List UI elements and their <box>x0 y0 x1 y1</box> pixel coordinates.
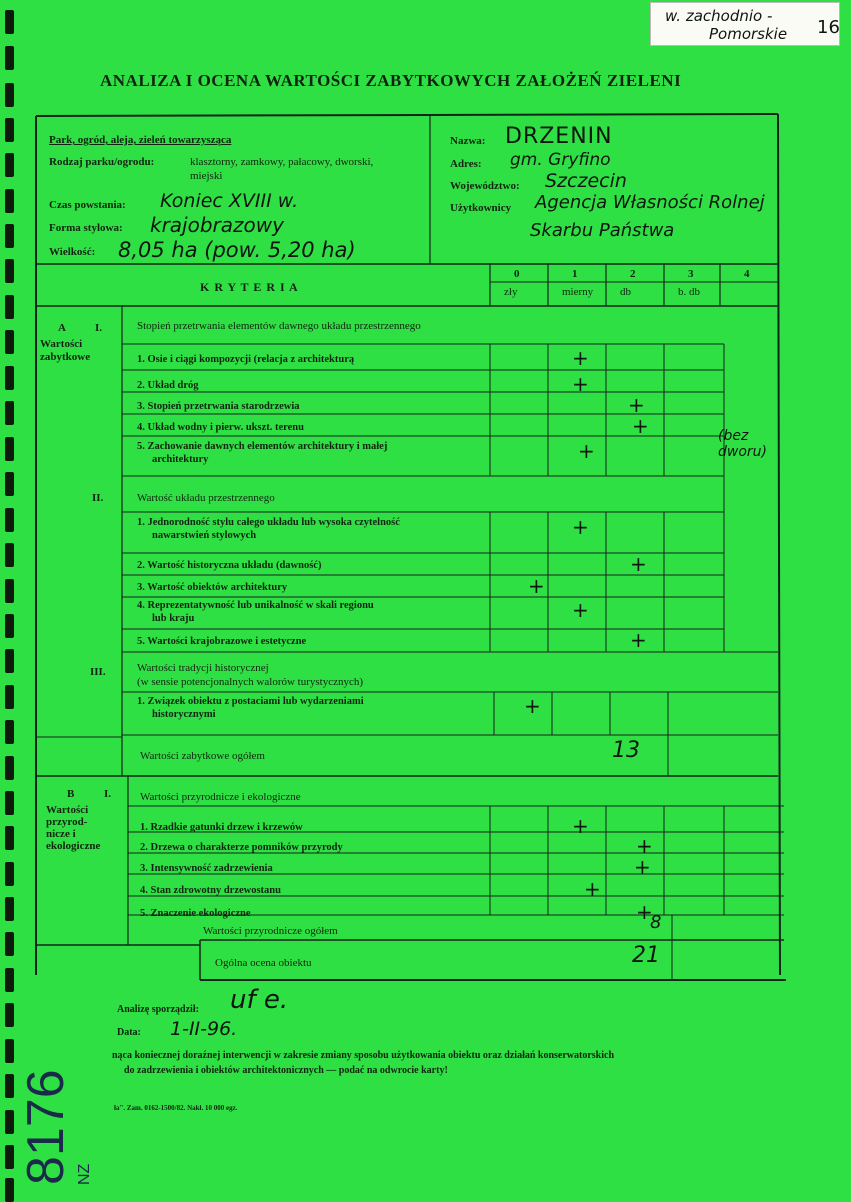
criterion-b-label: 1. Rzadkie gatunki drzew i krzewów <box>140 822 303 833</box>
binder-hole <box>5 1110 14 1134</box>
criterion-b-label: 3. Intensywność zadrzewienia <box>140 863 273 874</box>
footer-note-line-1: nąca koniecznej doraźnej interwencji w zakresie zmiany sposobu użytkowania obiektu oraz działań konserwatorskich <box>112 1050 615 1061</box>
binder-hole <box>5 897 14 921</box>
criterion-label: 4. Układ wodny i pierw. ukszt. terenu <box>137 422 304 433</box>
overall-value: 21 <box>632 943 660 968</box>
criterion-label: 1. Związek obiektu z postaciami lub wydarzeniami <box>137 696 364 707</box>
criterion-label: 1. Osie i ciągi kompozycji (relacja z architekturą <box>137 354 355 365</box>
criterion-label: 3. Wartość obiektów architektury <box>137 582 288 593</box>
binder-hole <box>5 437 14 461</box>
type-options-2: miejski <box>190 170 223 182</box>
voivodeship-value: Szczecin <box>545 170 627 192</box>
users-value-2: Skarbu Państwa <box>530 220 675 241</box>
note-line-1: (bez <box>718 428 749 444</box>
date-value: 1-II-96. <box>170 1018 238 1040</box>
rating-mark: + <box>636 900 653 924</box>
binder-hole <box>5 1074 14 1098</box>
rating-mark: + <box>572 372 589 396</box>
binder-hole <box>5 295 14 319</box>
time-label: Czas powstania: <box>49 199 126 211</box>
criterion-b-label: 5. Znaczenie ekologiczne <box>140 908 251 919</box>
print-info: ła". Zam. 0162-1500/82. Nakł. 10 000 egz. <box>114 1104 238 1112</box>
binder-hole <box>5 968 14 992</box>
address-value: gm. Gryfino <box>510 150 611 170</box>
section-b-name: Wartości przyrod- nicze i ekologiczne <box>46 804 101 852</box>
binder-hole <box>5 366 14 390</box>
rating-mark: + <box>572 346 589 370</box>
scale-label: zły <box>504 286 518 298</box>
scale-number: 4 <box>744 268 750 280</box>
rating-mark: + <box>572 814 589 838</box>
footer-note-line-2: do zadrzewienia i obiektów architektonicznych — podać na odwrocie karty! <box>124 1065 448 1076</box>
binder-hole <box>5 756 14 780</box>
binder-hole <box>5 862 14 886</box>
rating-mark: + <box>632 414 649 438</box>
group-3-roman: III. <box>90 666 106 678</box>
park-label: Park, ogród, aleja, zieleń towarzysząca <box>49 134 232 146</box>
section-a-roman: I. <box>95 322 103 334</box>
group-1-title: Stopień przetrwania elementów dawnego układu przestrzennego <box>137 320 421 332</box>
document-title: ANALIZA I OCENA WARTOŚCI ZABYTKOWYCH ZAŁOŻEŃ ZIELENI <box>100 71 682 90</box>
style-label: Forma stylowa: <box>49 222 123 234</box>
scale-label: b. db <box>678 286 700 298</box>
group-2-roman: II. <box>92 492 104 504</box>
binder-hole <box>5 10 14 34</box>
binder-hole <box>5 401 14 425</box>
stamp-line-2: Pomorskie <box>709 25 788 43</box>
type-label: Rodzaj parku/ogrodu: <box>49 156 155 168</box>
section-a-name: Wartości zabytkowe <box>40 338 91 363</box>
region-stamp <box>650 2 840 46</box>
criterion-b-label: 4. Stan zdrowotny drzewostanu <box>140 885 281 896</box>
binder-hole <box>5 83 14 107</box>
section-b-code: B <box>67 788 75 800</box>
total-a-value: 13 <box>612 738 640 763</box>
scale-number: 2 <box>630 268 636 280</box>
rating-mark: + <box>630 628 647 652</box>
users-value: Agencja Własności Rolnej <box>535 192 765 213</box>
grid-line <box>36 114 778 116</box>
group-3-title-2: (w sensie potencjonalnych walorów turystycznych) <box>137 676 364 688</box>
scale-number: 1 <box>572 268 578 280</box>
binder-hole <box>5 46 14 70</box>
binder-hole <box>5 826 14 850</box>
date-label: Data: <box>117 1027 141 1038</box>
stamp-line-1: w. zachodnio - <box>665 7 773 25</box>
criterion-label: 2. Układ dróg <box>137 380 199 391</box>
stamp-number: 16 <box>817 17 840 38</box>
binder-hole <box>5 153 14 177</box>
rating-mark: + <box>572 515 589 539</box>
side-inventory-number <box>16 1069 93 1185</box>
total-b-value: 8 <box>650 912 662 933</box>
rating-mark: + <box>628 393 645 417</box>
scale-number: 0 <box>514 268 520 280</box>
type-options: klasztorny, zamkowy, pałacowy, dworski, <box>190 156 374 168</box>
time-value: Koniec XVIII w. <box>160 190 299 212</box>
criterion-label-2: lub kraju <box>152 613 195 624</box>
rating-mark: + <box>634 855 651 879</box>
group-2-title: Wartość układu przestrzennego <box>137 492 275 504</box>
criterion-label: 5. Wartości krajobrazowe i estetyczne <box>137 636 307 647</box>
criterion-b-label: 2. Drzewa o charakterze pomników przyrody <box>140 842 343 853</box>
binder-hole <box>5 472 14 496</box>
criterion-label-2: historycznymi <box>152 709 216 720</box>
binder-hole <box>5 1003 14 1027</box>
binder-hole <box>5 685 14 709</box>
size-label: Wielkość: <box>49 246 96 258</box>
binder-hole <box>5 508 14 532</box>
analysis-signature: uf e. <box>230 985 289 1015</box>
criterion-label: 4. Reprezentatywność lub unikalność w skali regionu <box>137 600 374 611</box>
binder-hole <box>5 579 14 603</box>
binder-hole <box>5 224 14 248</box>
total-a-label: Wartości zabytkowe ogółem <box>140 750 265 762</box>
rating-mark: + <box>584 877 601 901</box>
section-b-roman: I. <box>104 788 112 800</box>
section-a-code: A <box>58 322 66 334</box>
scale-label: db <box>620 286 631 298</box>
binder-hole <box>5 791 14 815</box>
criterion-label: 1. Jednorodność stylu całego układu lub wysoka czytelność <box>137 517 400 528</box>
binder-hole <box>5 1039 14 1063</box>
analysis-label: Analizę sporządził: <box>117 1004 199 1015</box>
voivodeship-label: Województwo: <box>450 180 520 192</box>
criterion-label: 5. Zachowanie dawnych elementów architektury i małej <box>137 441 388 452</box>
binder-hole <box>5 259 14 283</box>
criterion-label-2: nawarstwień stylowych <box>152 530 257 541</box>
rating-mark: + <box>528 574 545 598</box>
binder-hole <box>5 932 14 956</box>
group-3-title: Wartości tradycji historycznej <box>137 662 269 674</box>
criteria-header: K R Y T E R I A <box>200 280 299 294</box>
side-suffix: NZ <box>76 1163 93 1185</box>
rating-mark: + <box>524 694 541 718</box>
scale-label: mierny <box>562 286 594 298</box>
criterion-label: 2. Wartość historyczna układu (dawność) <box>137 560 322 571</box>
rating-mark: + <box>630 552 647 576</box>
section-b-title: Wartości przyrodnicze i ekologiczne <box>140 791 301 803</box>
side-number: 8176 <box>17 1069 75 1185</box>
note-line-2: dworu) <box>718 444 767 460</box>
rating-mark: + <box>578 439 595 463</box>
note-bez-dworu <box>718 428 767 460</box>
size-value: 8,05 ha (pow. 5,20 ha) <box>118 238 356 262</box>
binder-hole <box>5 330 14 354</box>
address-label: Adres: <box>450 158 482 170</box>
grid-line <box>778 114 780 975</box>
binder-hole <box>5 1178 14 1202</box>
name-label: Nazwa: <box>450 135 486 147</box>
total-b-label: Wartości przyrodnicze ogółem <box>203 925 338 937</box>
rating-mark: + <box>636 834 653 858</box>
binder-hole <box>5 118 14 142</box>
binder-hole <box>5 614 14 638</box>
users-label: Użytkownicy <box>450 202 512 214</box>
binder-hole <box>5 1145 14 1169</box>
binder-hole <box>5 649 14 673</box>
overall-label: Ogólna ocena obiektu <box>215 957 312 969</box>
criterion-label-2: architektury <box>152 454 209 465</box>
criterion-label: 3. Stopień przetrwania starodrzewia <box>137 401 300 412</box>
scale-number: 3 <box>688 268 694 280</box>
binder-hole <box>5 720 14 744</box>
style-value: krajobrazowy <box>150 213 284 237</box>
name-value: DRZENIN <box>505 124 613 149</box>
binder-hole <box>5 543 14 567</box>
binder-hole <box>5 189 14 213</box>
rating-mark: + <box>572 598 589 622</box>
